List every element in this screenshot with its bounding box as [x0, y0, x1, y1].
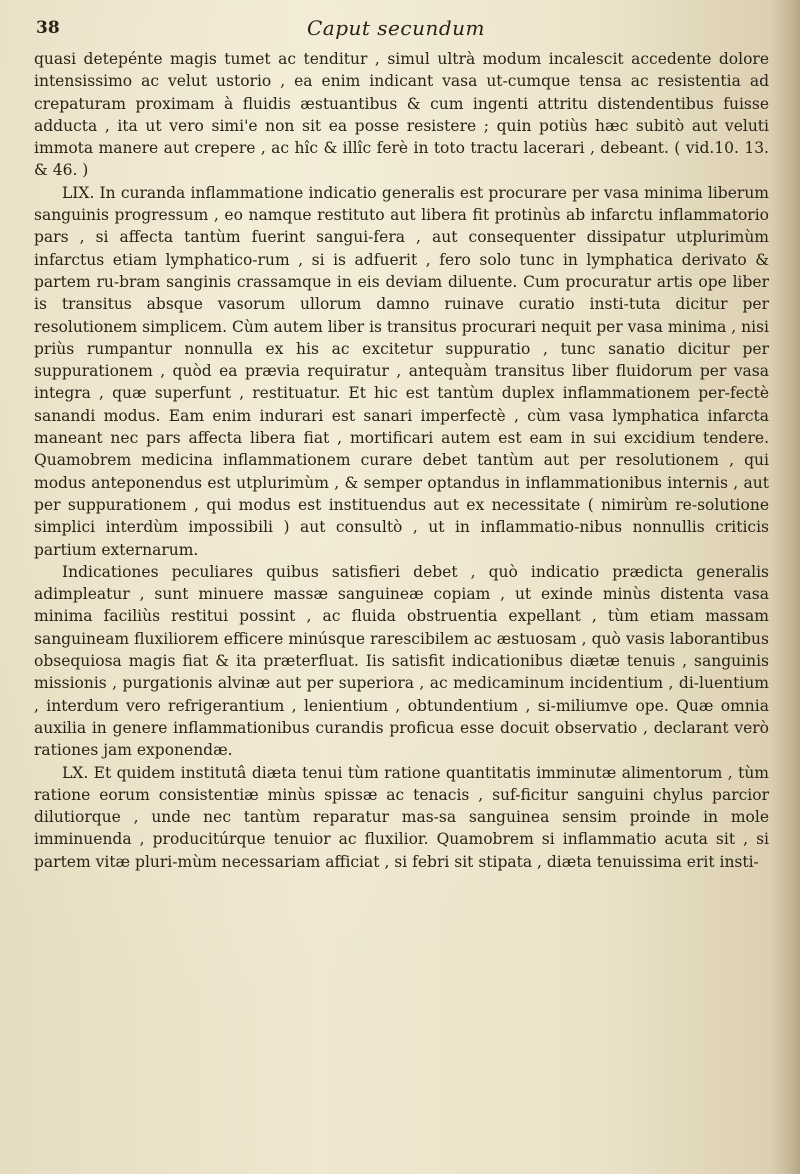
running-title: Caput secundum	[306, 16, 485, 40]
page-gutter-shadow	[770, 0, 800, 1174]
page-header	[36, 14, 756, 44]
paragraph-indicationes: Indicationes peculiares quibus satisfieri debet , quò indicatio prædicta generalis adimpleatur , sunt minuere massæ sanguineæ copiam , ut exinde minùs distenta vasa minima faciliùs restitui possint , ac fluida obstruentia expellant , tùm etiam massam sanguineam fluxiliorem efficere minúsque rarescibilem ac æstuosam , quò vasis laborantibus obsequiosa magis fiat & ita præterfluat. Iis satisfit indicationibus diætæ tenuis , sanguinis missionis , purgationis alvinæ aut per superiora , ac medicaminum incidentium , di-luentium , interdum vero refrigerantium , lenientium , obtundentium , si-miliumve ope. Quæ omnia auxilia in genere inflammationibus curandis proficua esse docuit observatio , declarant verò rationes jam exponendæ.	[34, 562, 769, 760]
page-number: 38	[36, 18, 60, 38]
paragraph-lx: LX. Et quidem institutâ diæta tenui tùm ratione quantitatis imminutæ alimentorum , tùm ratione eorum consistentiæ minùs spissæ ac tenacis , suf-ficitur sanguini chylus parcior dilutiorque , unde nec tantùm reparatur mas-sa sanguinea sensim proinde in mole imminuenda , producitúrque tenuior ac fluxilior. Quamobrem si inflammatio acuta sit , si partem vitæ pluri-mùm necessariam afficiat , si febri sit stipata , diæta tenuissima erit insti-	[34, 763, 769, 871]
body-text	[34, 48, 769, 873]
paragraph-continuation: quasi detepénte magis tumet ac tenditur , simul ultrà modum incalescit accedente dolore intensissimo ac velut ustorio , ea enim indicant vasa ut-cumque tensa ac resistentia ad crepaturam proximam à fluidis æstuantibus & cum ingenti attritu distendentibus fuisse adducta , ita ut vero simi'e non sit ea posse resistere ; quin potiùs hæc subitò aut veluti immota manere aut crepere , ac hîc & illîc ferè in toto tractu lacerari , debeant. ( vid.10. 13. & 46. )	[34, 50, 769, 180]
paragraph-lix: LIX. In curanda inflammatione indicatio generalis est procurare per vasa minima liberum sanguinis progressum , eo namque restituto aut libera fit protinùs ab infarctu inflammatorio pars , si affecta tantùm fuerint sangui-fera , aut consequenter dissipatur utplurimùm infarctus etiam lymphatico-rum , si is adfuerit , fero solo tunc in lymphatica derivato & partem ru-bram sanginis crassamque in eis deviam diluente. Cum procuratur artis ope liber is transitus absque vasorum ullorum damno ruinave curatio insti-tuta dicitur per resolutionem simplicem. Cùm autem liber is transitus procurari nequit per vasa minima , nisi priùs rumpantur nonnulla ex his ac excitetur suppuratio , tunc sanatio dicitur per suppurationem , quòd ea prævia requiratur , antequàm transitus liber fluidorum per vasa integra , quæ superfunt , restituatur. Et hic est tantùm duplex inflammationem per-fectè sanandi modus. Eam enim indurari est sanari imperfectè , cùm vasa lymphatica infarcta maneant nec pars affecta libera fiat , mortificari autem est eam in sui excidium tendere. Quamobrem medicina inflammationem curare debet tantùm aut per resolutionem , qui modus anteponendus est utplurimùm , & semper optandus in inflammationibus internis , aut per suppurationem , qui modus est instituendus aut ex necessitate ( nimirùm re-solutione simplici interdùm impossibili ) aut consultò , ut in inflammatio-nibus nonnullis criticis partium externarum.	[34, 183, 769, 559]
